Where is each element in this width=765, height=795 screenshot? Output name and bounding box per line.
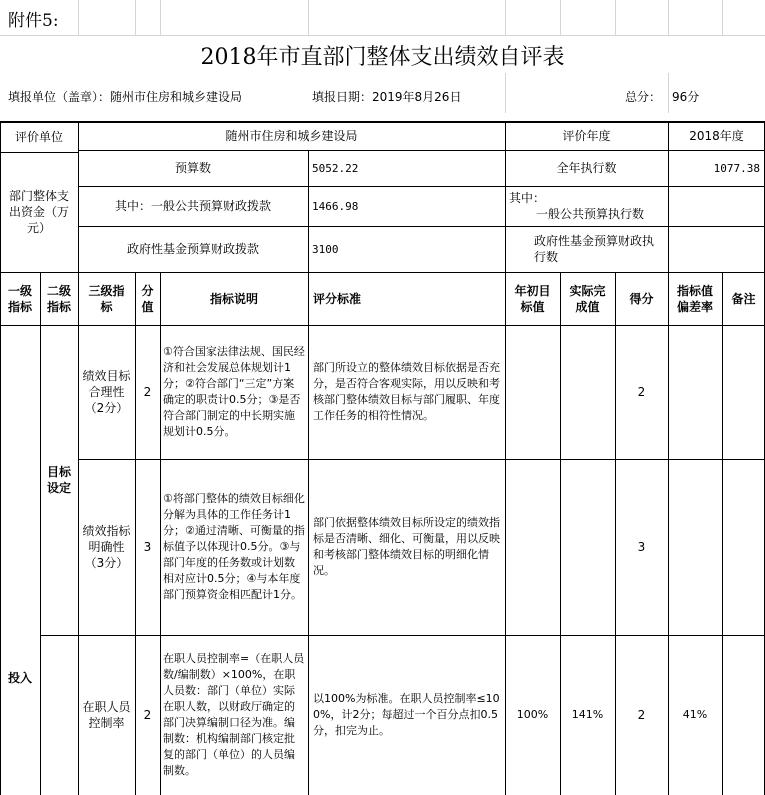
col-desc: 指标说明 [209,291,258,306]
row3-target: 100% [516,708,549,721]
row2-deviation [668,459,722,635]
general-budget-label: 其中：一般公共预算财政拨款 [114,199,271,213]
row1-points: 2 [143,385,152,399]
sheet-gridline [668,0,669,35]
col-criteria: 评分标准 [313,291,362,306]
reporting-unit: 填报单位（盖章）：随州市住房和城乡建设局 [8,90,243,104]
gov-fund-value: 3100 [312,242,339,256]
reporting-date: 填报日期：2019年8月26日 [312,90,462,104]
col-deviation: 指标值偏差率 [676,283,713,314]
col-actual: 实际完成值 [569,283,606,314]
total-score-label: 总分： [625,90,662,104]
sheet-gridline [722,0,723,35]
row3-deviation: 41% [682,708,708,721]
col-level1: 一级指标 [7,283,32,314]
level2-target-label: 目标设定 [46,465,71,495]
eval-unit-label: 评价单位 [14,130,63,144]
row3-actual: 141% [571,708,604,721]
row3-description: 在职人员控制率=（在职人员数/编制数）×100%，在职人员数：部门（单位）实际在职人数，以财政厅确定的部门决算编制口径为准。编制数：机构编制部门核定批复的部门（单位）的人员编制数。 [163,652,305,777]
exec-label: 全年执行数 [556,161,617,175]
level1-input-label: 投入 [7,670,32,685]
row1-actual [560,325,615,459]
sheet-gridline [505,0,506,35]
gov-fund-label: 政府性基金预算财政拨款 [126,242,259,256]
row2-score: 3 [637,540,646,554]
col-level2: 二级指标 [46,283,71,314]
row3-indicator: 在职人员控制率 [82,700,131,730]
general-exec-value [668,186,760,226]
total-score-value: 96分 [672,90,700,104]
row3-criteria: 以100%为标准。在职人员控制率≤100%，计2分；每超过一个百分点扣0.5分，扣完为止。 [313,692,500,737]
general-exec-label: 一般公共预算执行数 [536,207,645,221]
row2-criteria: 部门依据整体绩效目标所设定的绩效指标是否清晰、细化、可衡量，用以反映和考核部门整体绩效目标的明细化情况。 [313,516,500,577]
row1-score: 2 [637,385,646,399]
budget-label: 预算数 [174,161,211,175]
row2-actual [560,459,615,635]
row2-indicator: 绩效指标明确性（3分） [82,524,131,570]
budget-value: 5052.22 [312,161,359,175]
row1-deviation [668,325,722,459]
exec-value: 1077.38 [713,161,760,175]
eval-year-value: 2018年度 [689,129,744,143]
gov-fund-exec-label: 政府性基金预算财政执行数 [534,234,655,264]
row3-points: 2 [143,708,152,722]
col-points: 分值 [141,283,154,314]
sheet-gridline [615,0,616,35]
table-border [308,150,309,272]
row2-description: ①将部门整体的绩效目标细化分解为具体的工作任务计1分；②通过清晰、可衡量的指标值予以体现计0.5分。③与部门年度的任务数或计划数相对应计0.5分；④与本年度部门预算资金相匹配计1分。 [163,492,305,601]
row2-remark [722,459,765,635]
row1-indicator: 绩效目标合理性（2分） [82,369,131,415]
col-remark: 备注 [731,291,756,306]
general-budget-value: 1466.98 [312,199,359,213]
row2-points: 3 [143,540,152,554]
attachment-label: 附件5: [8,10,59,31]
row1-description: ①符合国家法律法规、国民经济和社会发展总体规划计1分；②符合部门“三定”方案确定的职责计0.5分；③是否符合部门制定的中长期实施规划计0.5分。 [163,345,305,438]
sheet-gridline [308,0,309,35]
eval-year-label: 评价年度 [562,129,611,143]
row1-criteria: 部门所设立的整体绩效目标依据是否充分，是否符合客观实际，用以反映和考核部门整体绩效目标与部门履职、年度工作任务的相符性情况。 [313,361,500,422]
page-title: 2018年市直部门整体支出绩效自评表 [200,44,565,70]
funds-section-label: 部门整体支出资金（万元） [8,189,69,235]
row3-score: 2 [637,708,646,722]
row1-remark [722,325,765,459]
col-target: 年初目标值 [514,283,551,314]
eval-unit-value: 随州市住房和城乡建设局 [225,129,358,143]
sheet-gridline [135,0,136,35]
sheet-gridline [160,0,161,35]
general-exec-prefix: 其中： [509,191,546,205]
col-level3: 三级指标 [88,283,125,314]
sheet-gridline [560,0,561,35]
row3-remark [722,635,765,795]
col-score: 得分 [629,291,654,306]
row1-target [505,325,560,459]
row2-target [505,459,560,635]
gov-fund-exec-value [668,226,760,272]
